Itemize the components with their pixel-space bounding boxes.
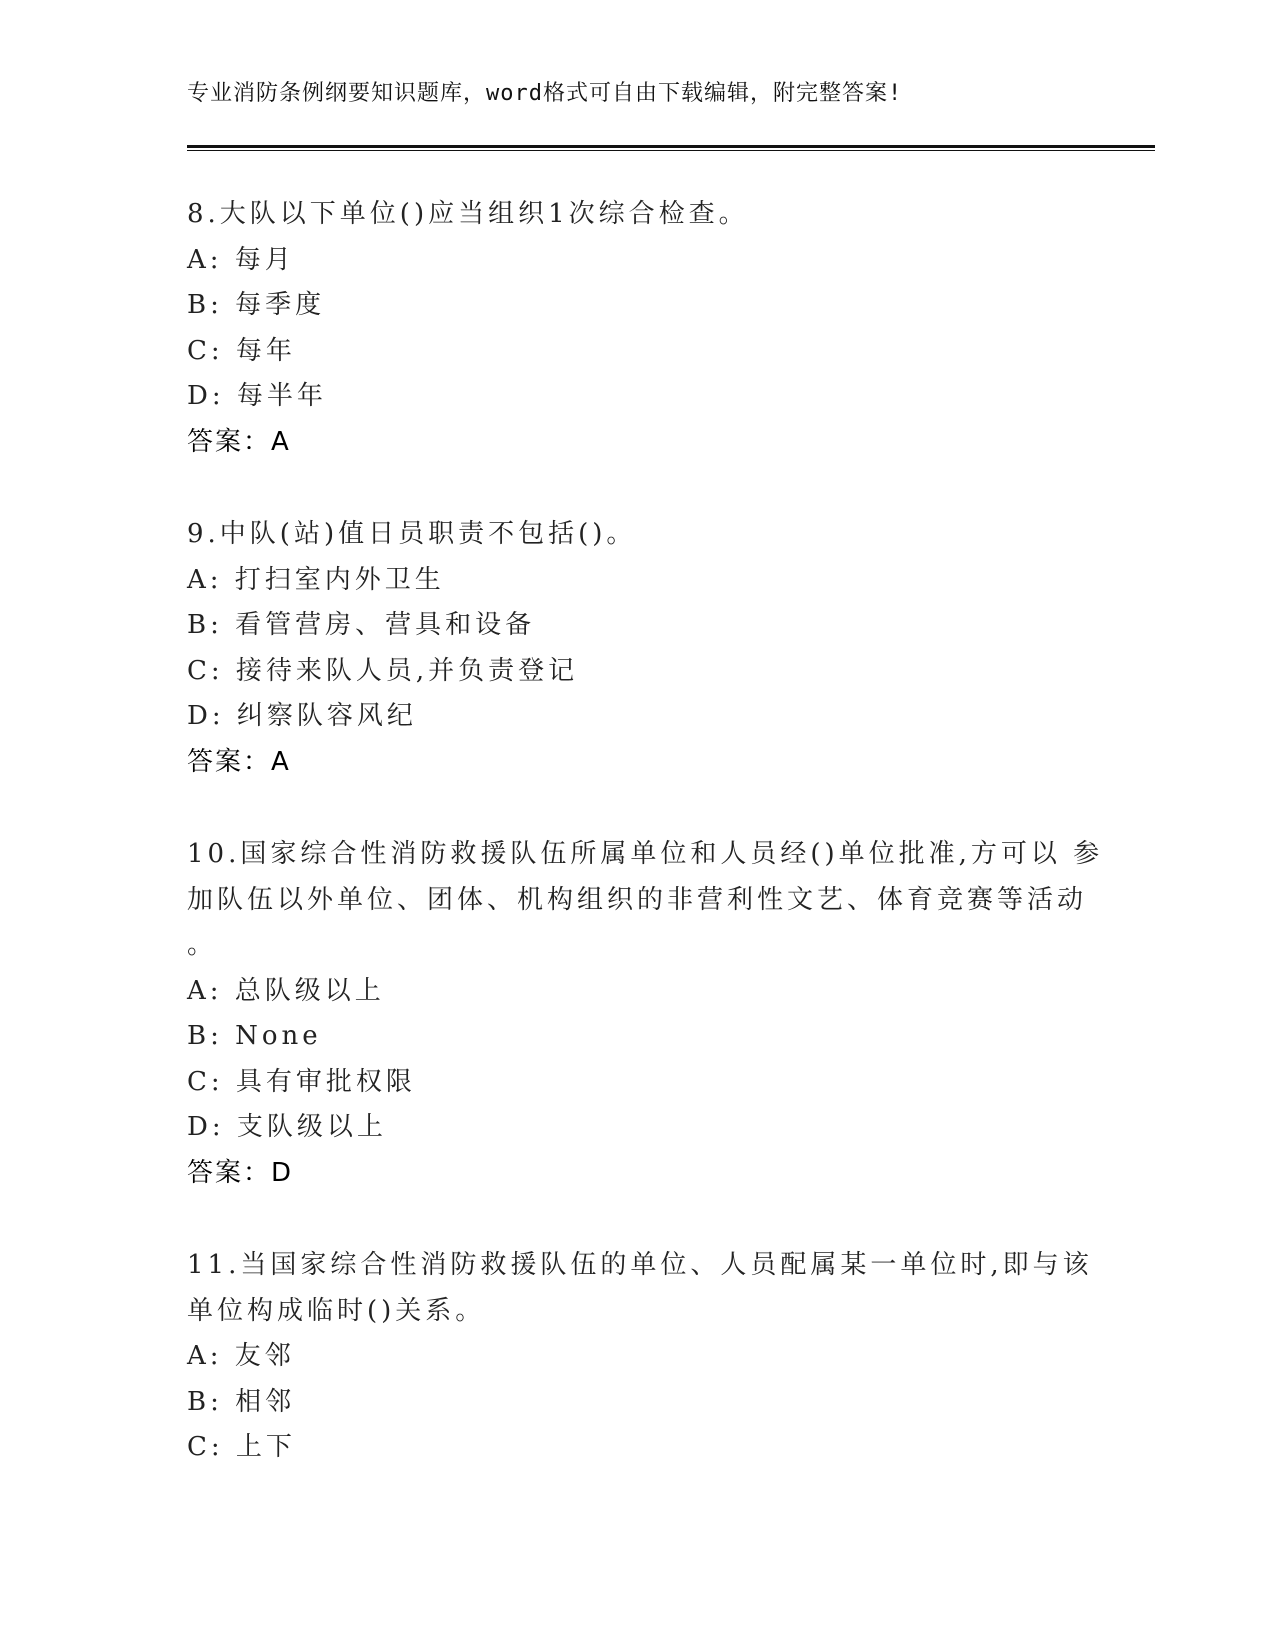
header-divider <box>187 145 1155 151</box>
question-stem-line-3: 。 <box>187 930 218 960</box>
option-c: C: 上下 <box>187 1432 296 1462</box>
option-d: D: 支队级以上 <box>187 1112 387 1142</box>
question-stem: 8.大队以下单位()应当组织1次综合检查。 <box>187 199 749 229</box>
option-b: B: 看管营房、营具和设备 <box>187 610 536 640</box>
answer-line: 答案：A <box>187 746 291 777</box>
question-10 <box>187 832 1104 1196</box>
option-a: A: 友邻 <box>187 1341 295 1371</box>
question-9 <box>187 512 1087 785</box>
page-header: 专业消防条例纲要知识题库，word格式可自由下载编辑，附完整答案! <box>187 81 903 106</box>
question-stem-line-2: 单位构成临时()关系。 <box>187 1295 486 1326</box>
option-c: C: 接待来队人员,并负责登记 <box>187 655 579 686</box>
option-a: A: 每月 <box>187 244 295 275</box>
option-c: C: 每年 <box>187 335 296 366</box>
option-a: A: 打扫室内外卫生 <box>187 564 445 595</box>
option-b: B: None <box>187 1021 322 1051</box>
option-b: B: 每季度 <box>187 290 326 320</box>
option-a: A: 总队级以上 <box>187 975 385 1006</box>
question-stem-line-1: 10.国家综合性消防救援队伍所属单位和人员经()单位批准,方可以 参 <box>187 839 1104 869</box>
answer-line: 答案：A <box>187 426 291 457</box>
question-11 <box>187 1243 1093 1471</box>
question-stem: 9.中队(站)值日员职责不包括()。 <box>187 519 637 549</box>
answer-line: 答案：D <box>187 1157 294 1188</box>
question-stem-line-2: 加队伍以外单位、团体、机构组织的非营利性文艺、体育竞赛等活动 <box>187 884 1088 915</box>
question-8 <box>187 192 1087 465</box>
option-c: C: 具有审批权限 <box>187 1066 416 1097</box>
question-stem-line-1: 11.当国家综合性消防救援队伍的单位、人员配属某一单位时,即与该 <box>187 1250 1093 1280</box>
option-b: B: 相邻 <box>187 1386 296 1417</box>
option-d: D: 每半年 <box>187 381 327 411</box>
option-d: D: 纠察队容风纪 <box>187 701 417 731</box>
